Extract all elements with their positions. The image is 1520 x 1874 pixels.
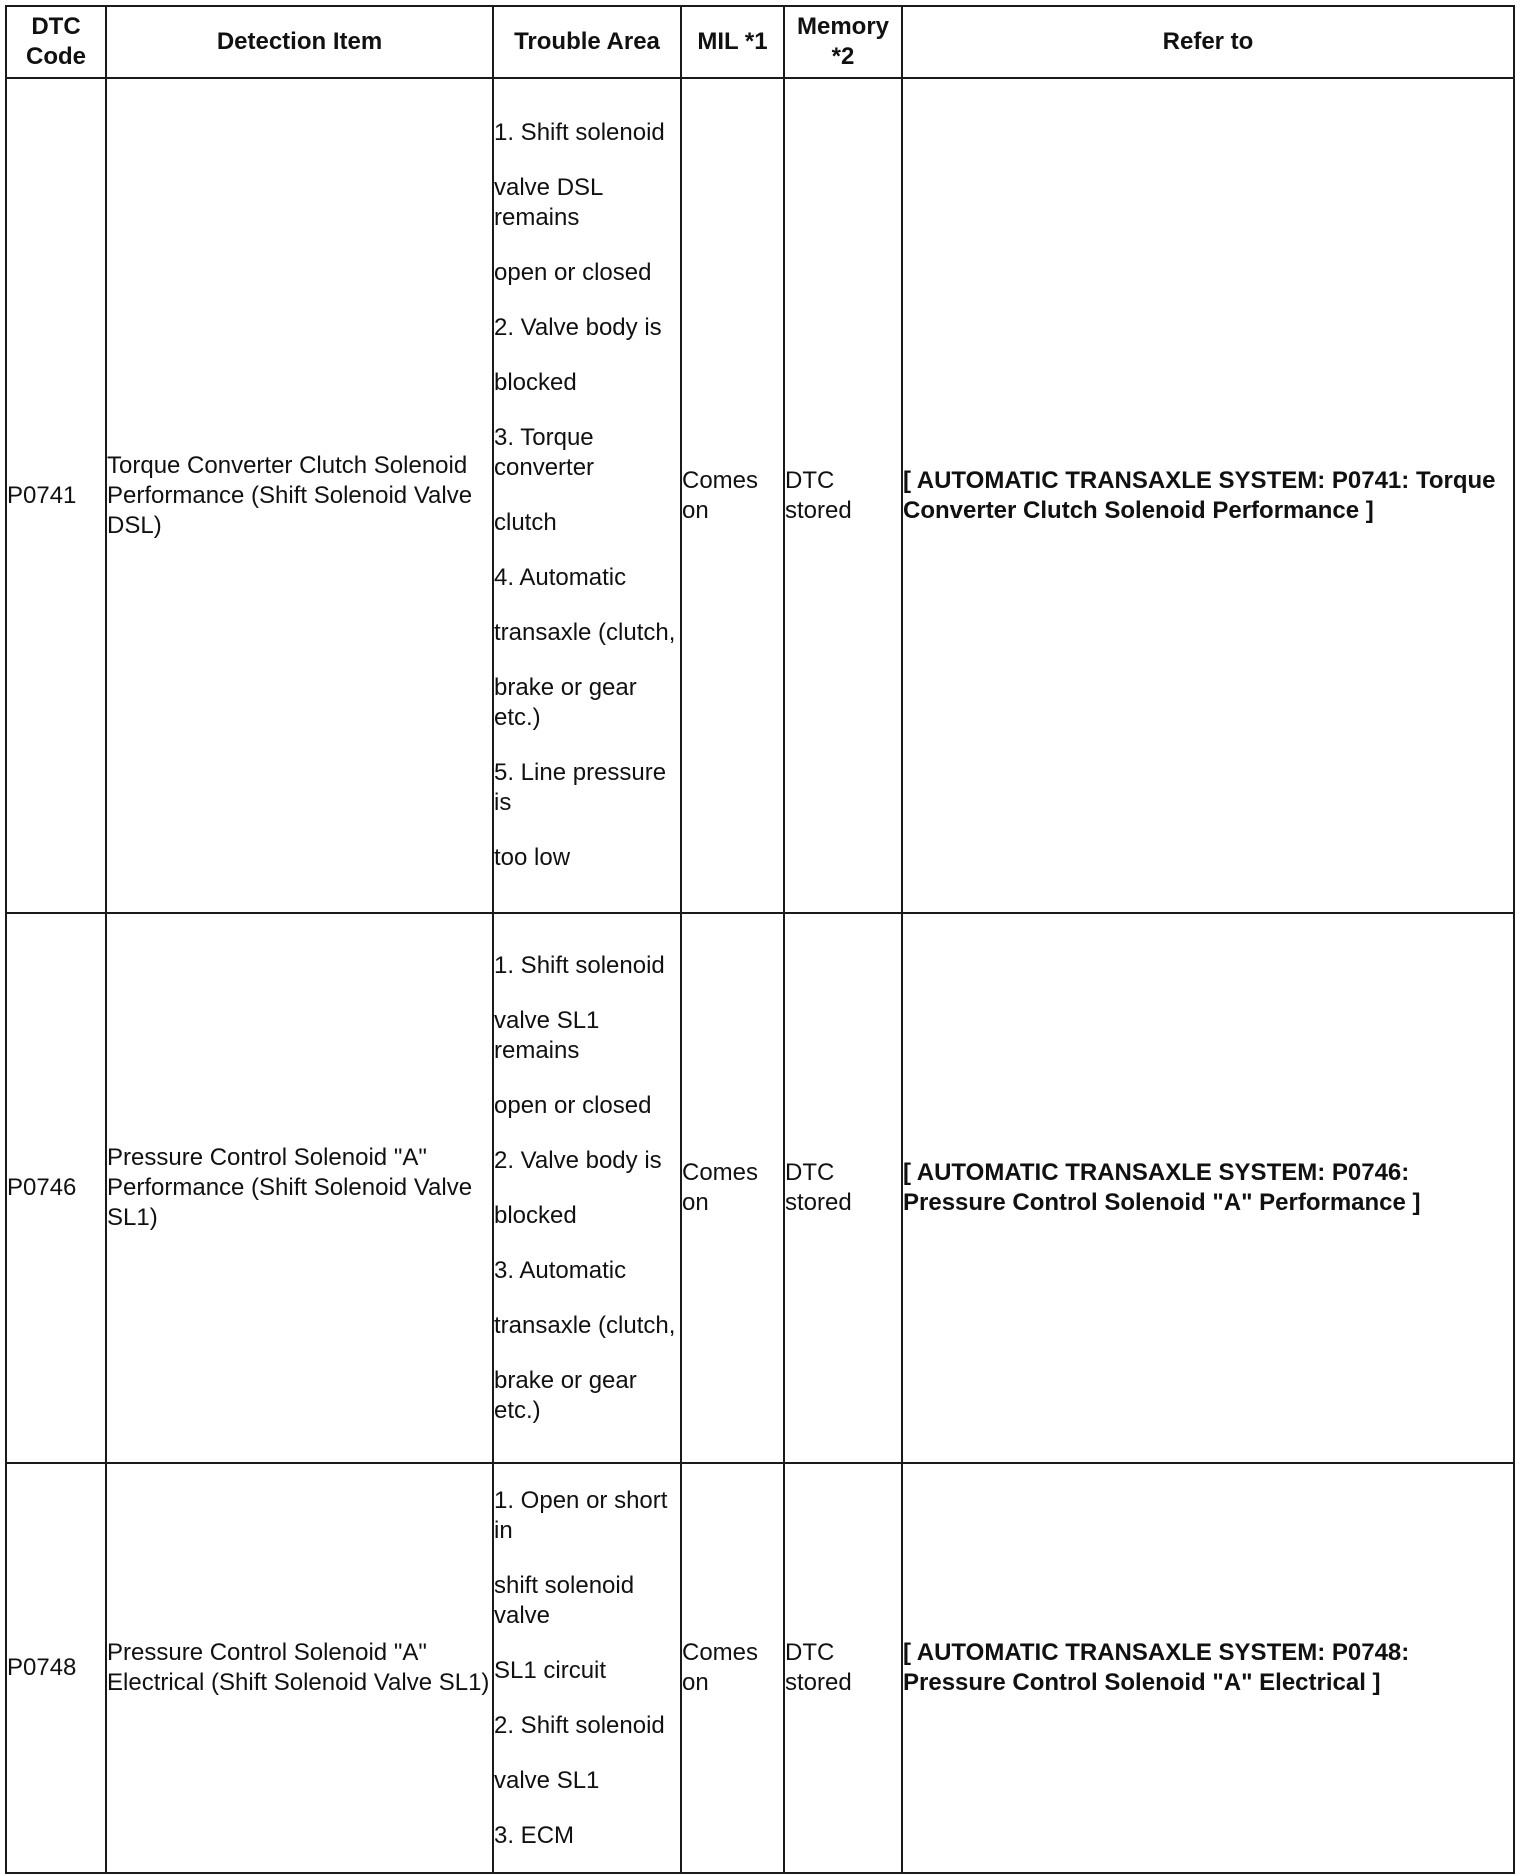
trouble-line: 3. ECM [494, 1821, 575, 1849]
detection-item-cell: Pressure Control Solenoid "A" Electrical (Shift Solenoid Valve SL1) [106, 1463, 493, 1873]
trouble-line: clutch [494, 509, 557, 536]
dtc-code-cell: P0746 [6, 913, 106, 1463]
mil-cell: Comes on [681, 1463, 784, 1873]
memory-cell: DTC stored [784, 913, 902, 1463]
trouble-line: 4. Automatic [494, 564, 627, 591]
trouble-line: 1. Shift solenoid [494, 119, 665, 146]
table-row [6, 1463, 1514, 1873]
header-trouble-area: Trouble Area [493, 6, 681, 78]
trouble-line: open or closed [494, 259, 652, 286]
trouble-line: transaxle (clutch, [494, 619, 676, 646]
trouble-line: shift solenoid valve [494, 1571, 635, 1629]
trouble-line: 1. Open or short in [494, 1486, 668, 1544]
trouble-line: transaxle (clutch, [494, 1311, 676, 1339]
memory-cell: DTC stored [784, 78, 902, 913]
trouble-line: valve DSL remains [494, 174, 603, 231]
table-header [6, 6, 1514, 78]
trouble-line: open or closed [494, 1091, 652, 1119]
table-body [6, 78, 1514, 1873]
trouble-line: too low [494, 844, 571, 871]
header-detection-item: Detection Item [106, 6, 493, 78]
trouble-area-cell [493, 913, 681, 1463]
trouble-line: brake or gear etc.) [494, 674, 637, 731]
mil-cell: Comes on [681, 78, 784, 913]
trouble-line: 3. Torque converter [494, 424, 595, 481]
header-mil: MIL *1 [681, 6, 784, 78]
trouble-line: valve SL1 [494, 1766, 600, 1794]
trouble-line: SL1 circuit [494, 1656, 607, 1684]
trouble-line: 1. Shift solenoid [494, 951, 665, 979]
trouble-line: blocked [494, 369, 577, 396]
detection-item-cell: Pressure Control Solenoid "A" Performance (Shift Solenoid Valve SL1) [106, 913, 493, 1463]
trouble-area-cell [493, 78, 681, 913]
trouble-line: 2. Valve body is [494, 314, 662, 341]
trouble-line: 3. Automatic [494, 1256, 627, 1284]
header-row [6, 6, 1514, 78]
trouble-line: valve SL1 remains [494, 1006, 600, 1064]
trouble-line: blocked [494, 1201, 577, 1229]
dtc-code-cell: P0741 [6, 78, 106, 913]
dtc-code-cell: P0748 [6, 1463, 106, 1873]
trouble-area-cell [493, 1463, 681, 1873]
trouble-line: 5. Line pressure is [494, 759, 667, 816]
memory-cell: DTC stored [784, 1463, 902, 1873]
trouble-line: 2. Valve body is [494, 1146, 662, 1174]
header-refer-to: Refer to [902, 6, 1514, 78]
header-dtc-code: DTC Code [6, 6, 106, 78]
dtc-table [5, 5, 1515, 1874]
trouble-line: brake or gear etc.) [494, 1366, 637, 1424]
mil-cell: Comes on [681, 913, 784, 1463]
trouble-line: 2. Shift solenoid [494, 1711, 665, 1739]
detection-item-cell: Torque Converter Clutch Solenoid Performance (Shift Solenoid Valve DSL) [106, 78, 493, 913]
table-row [6, 913, 1514, 1463]
refer-to-cell: [ AUTOMATIC TRANSAXLE SYSTEM: P0746: Pressure Control Solenoid "A" Performance ] [902, 913, 1514, 1463]
header-memory: Memory *2 [784, 6, 902, 78]
table-row [6, 78, 1514, 913]
refer-to-cell: [ AUTOMATIC TRANSAXLE SYSTEM: P0741: Torque Converter Clutch Solenoid Performance ] [902, 78, 1514, 913]
refer-to-cell: [ AUTOMATIC TRANSAXLE SYSTEM: P0748: Pressure Control Solenoid "A" Electrical ] [902, 1463, 1514, 1873]
